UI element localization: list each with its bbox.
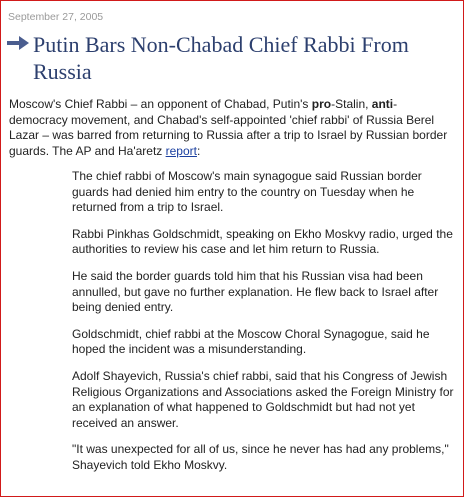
quote-paragraph: "It was unexpected for all of us, since he never has had any problems," Shayevich told Ekho Moskvy.: [72, 442, 449, 472]
intro-text: -Stalin,: [331, 97, 372, 111]
intro-text: :: [196, 143, 201, 158]
post-intro: [9, 97, 454, 159]
blockquote: [72, 169, 454, 485]
quote-paragraph: Rabbi Pinkhas Goldschmidt, speaking on Ekho Moskvy radio, urged the authorities to review his case and let him return to Russia.: [72, 226, 453, 257]
intro-text: -democracy movement, and Chabad's self-appointed 'chief rabbi' of Russia Berel Lazar – was barred from returning to Russia after a trip to Israel by Russian border guards. The AP and Ha'aretz: [9, 97, 448, 158]
quote-paragraph: He said the border guards told him that his Russian visa had been annulled, but gave no further explanation. He flew back to Israel after being denied entry.: [72, 268, 439, 315]
post-title[interactable]: Putin Bars Non-Chabad Chief Rabbi From Russia: [33, 32, 409, 84]
intro-bold-anti: anti: [371, 97, 394, 111]
post-title-row: [7, 31, 457, 85]
right-arrow-icon: [7, 36, 29, 50]
post-date: September 27, 2005: [8, 11, 104, 23]
intro-bold-pro: pro: [311, 97, 332, 111]
quote-paragraph: The chief rabbi of Moscow's main synagogue said Russian border guards had denied him entry to the country on Tuesday when he returned from a trip to Israel.: [72, 169, 422, 215]
intro-text: Moscow's Chief Rabbi – an opponent of Chabad, Putin's: [9, 97, 312, 111]
quote-paragraph: Adolf Shayevich, Russia's chief rabbi, said that his Congress of Jewish Religious Organizations and Associations asked the Foreign Ministry for an explanation of what happened to Goldschmidt but had not yet received an answer.: [72, 368, 454, 430]
report-link[interactable]: report: [165, 143, 197, 158]
quote-paragraph: Goldschmidt, chief rabbi at the Moscow Choral Synagogue, said he hoped the incident was a misunderstanding.: [72, 326, 430, 357]
